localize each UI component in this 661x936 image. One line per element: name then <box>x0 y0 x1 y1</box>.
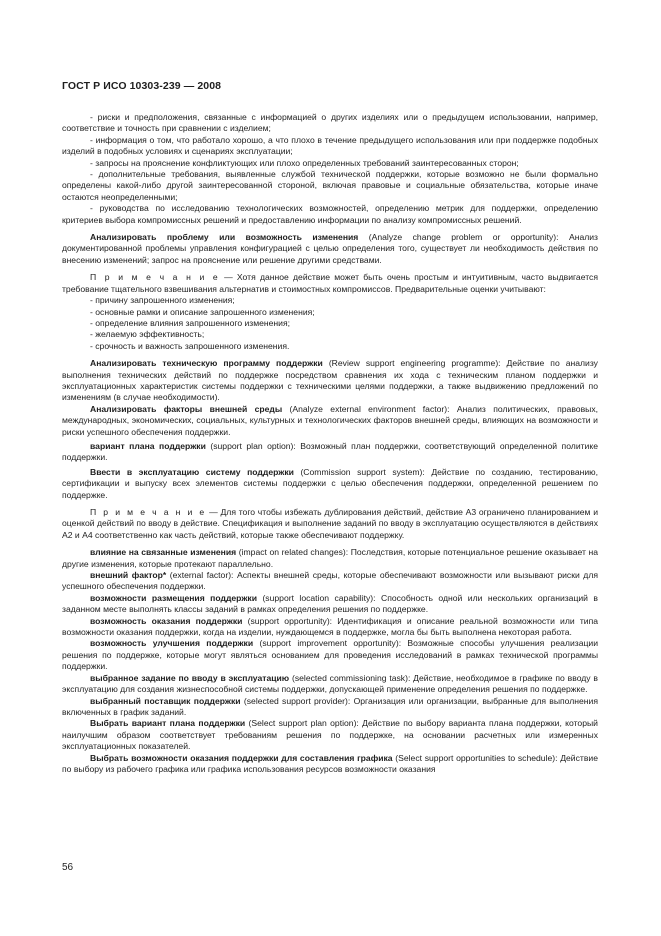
definition-text: (support opportunity): Идентификация и описание реальной возможности или типа возможности оказания поддержки, когда на изделии, нуждающемся в поддержке, могла бы быть выполнена некоторая работа. <box>62 615 598 638</box>
term: выбранный поставщик поддержки <box>90 695 241 706</box>
list-item: - руководства по исследованию технологических возможностей, определению метрик для поддержки, определению критериев выбора компромиссных решений и предоставлению информации по анализу компромиссных решений. <box>62 203 598 225</box>
term: вариант плана поддержки <box>90 440 206 451</box>
term: Анализировать проблему или возможность изменения <box>90 232 359 243</box>
definition-location-capability <box>62 593 598 616</box>
definition-analyze-change <box>62 232 598 266</box>
note-text: — Для того чтобы избежать дублирования действий, действие А3 ограничено планированием и оценкой действий по вводу в действие. Спецификация и выполнение заданий по вводу в эксплуатацию осуществляются в действиях А2 и А4 соответственно как часть действий, которые также обеспечивают поддержку. <box>62 507 598 540</box>
term: влияние на связанные изменения <box>90 547 237 558</box>
term: Анализировать техническую программу поддержки <box>90 358 323 369</box>
document-body <box>62 112 598 775</box>
term: возможности размещения поддержки <box>90 592 257 603</box>
list-item: - основные рамки и описание запрошенного изменения; <box>90 306 315 317</box>
definition-support-opportunity <box>62 616 598 639</box>
note-1 <box>62 272 598 295</box>
definition-text: (Select support opportunities to schedule): Действие по выбору из рабочего графика или графика использования ресурсов возможности оказания <box>62 752 598 774</box>
term: выбранное задание по вводу в эксплуатацию <box>90 672 290 683</box>
definition-select-plan-option <box>62 718 598 752</box>
definition-text: (Review support engineering programme): Действие по анализу выполнения технических действий по поддержке посредством сравнения их хода с техническим планом поддержки и эксплуатационных характеристик системы поддержки с техническими целями поддержки, а также выдвижению предложений по изменениям (в случае необходимости). <box>62 358 598 403</box>
definition-external-factor <box>62 570 598 593</box>
definition-analyze-external <box>62 404 598 438</box>
definition-improvement-opportunity <box>62 638 598 672</box>
term: Выбрать вариант плана поддержки <box>90 718 246 729</box>
definition-text: (selected support provider): Организация или организации, выбранные для выполнения включенных в график заданий. <box>62 695 599 717</box>
document-header: ГОСТ Р ИСО 10303-239 — 2008 <box>62 80 222 92</box>
definition-impact <box>62 547 598 570</box>
definition-select-opportunities <box>62 753 598 776</box>
term: Анализировать факторы внешней среды <box>90 403 283 414</box>
note-label: П р и м е ч а н и е <box>90 507 207 517</box>
definition-text: (Analyze change problem or opportunity): Анализ документированной проблемы управления конфигурацией с целью определения того, существует ли необходимость действия по внесению изменений; запрос на прояснение или решение другими средствами. <box>62 232 598 265</box>
term: возможность улучшения поддержки <box>90 638 254 649</box>
definition-text: (support plan option): Возможный план поддержки, соответствующий определенной политике поддержки. <box>62 440 598 463</box>
definition-text: (Commission support system): Действие по созданию, тестированию, сертификации и выпуску всех элементов системы поддержки с целью обеспечения поддержки, определенной решением по поддержке. <box>62 466 598 500</box>
definition-text: (Analyze external environment factor): Анализ политических, правовых, международных, экономических, социальных, культурных и технологических факторов внешней среды, влияющих на возможности и риски успешного обеспечения поддержки. <box>62 403 599 437</box>
note-text: — Хотя данное действие может быть очень простым и интуитивным, часто выдвигается требование тщательного взвешивания альтернатив и стоимостных компромиссов. Предварительные оценки учитывают: <box>62 272 598 294</box>
page-number: 56 <box>62 862 74 873</box>
term: Выбрать возможности оказания поддержки для составления графика <box>90 752 393 763</box>
list-item: - информация о том, что работало хорошо, а что плохо в течение предыдущего использования или при поддержке подобных изделий в подобных условиях и сценариях эксплуатации; <box>62 134 598 157</box>
list-item: - определение влияния запрошенного изменения; <box>90 317 291 328</box>
definition-commissioning-task <box>62 673 598 696</box>
term: внешний фактор* <box>90 570 167 581</box>
definition-text: (external factor): Аспекты внешней среды, которые обеспечивают возможности или вызывают риски для успешного обеспечения поддержки. <box>62 570 598 592</box>
definition-text: (support improvement opportunity): Возможные способы улучшения реализации решения по поддержке, которые могут являться основанием для проведения исследований в рамках технической программы поддержки. <box>62 638 598 672</box>
definition-support-provider <box>62 696 598 719</box>
definition-text: (support location capability): Способность одной или нескольких организаций в заданном месте выполнять классы заданий в рамках определения решения по поддержке. <box>62 592 598 615</box>
list-item: - срочность и важность запрошенного изменения. <box>90 340 290 351</box>
list-item: - запросы на прояснение конфликтующих или плохо определенных требований заинтересованных сторон; <box>90 157 519 168</box>
definition-text: (Select support plan option): Действие по выбору варианта плана поддержки, который наилучшим образом соответствует требованиям решения по поддержке, на основании расчетных или измеренных эксплуатационных показателей. <box>62 718 598 752</box>
list-item: - причину запрошенного изменения; <box>90 295 235 306</box>
definition-text: (impact on related changes): Последствия, которые потенциальное решение оказывает на другие изменения, которые протекают параллельно. <box>62 547 599 569</box>
list-item: - риски и предположения, связанные с информацией о других изделиях или о предыдущем использовании, например, соответствие и точность при сравнении с изделием; <box>62 112 598 134</box>
term: Ввести в эксплуатацию систему поддержки <box>90 466 294 477</box>
list-item: - желаемую эффективность; <box>90 329 205 340</box>
definition-commission <box>62 467 598 501</box>
note-label: П р и м е ч а н и е <box>90 272 220 283</box>
definition-support-plan-option <box>62 441 598 464</box>
note-2 <box>62 507 598 541</box>
definition-text: (selected commissioning task): Действие, необходимое в графике по вводу в эксплуатацию для создания жизнеспособной системы поддержки, допускающей применение определения решения по поддержке. <box>62 672 598 695</box>
term: возможность оказания поддержки <box>90 615 243 626</box>
list-item: - дополнительные требования, выявленные службой технической поддержки, которые возможно не были формально определены какой-либо другой заинтересованной стороной, включая правовые и социальные обязательства, которые иначе остаются неопределенными; <box>62 169 598 202</box>
definition-review-support <box>62 358 598 404</box>
